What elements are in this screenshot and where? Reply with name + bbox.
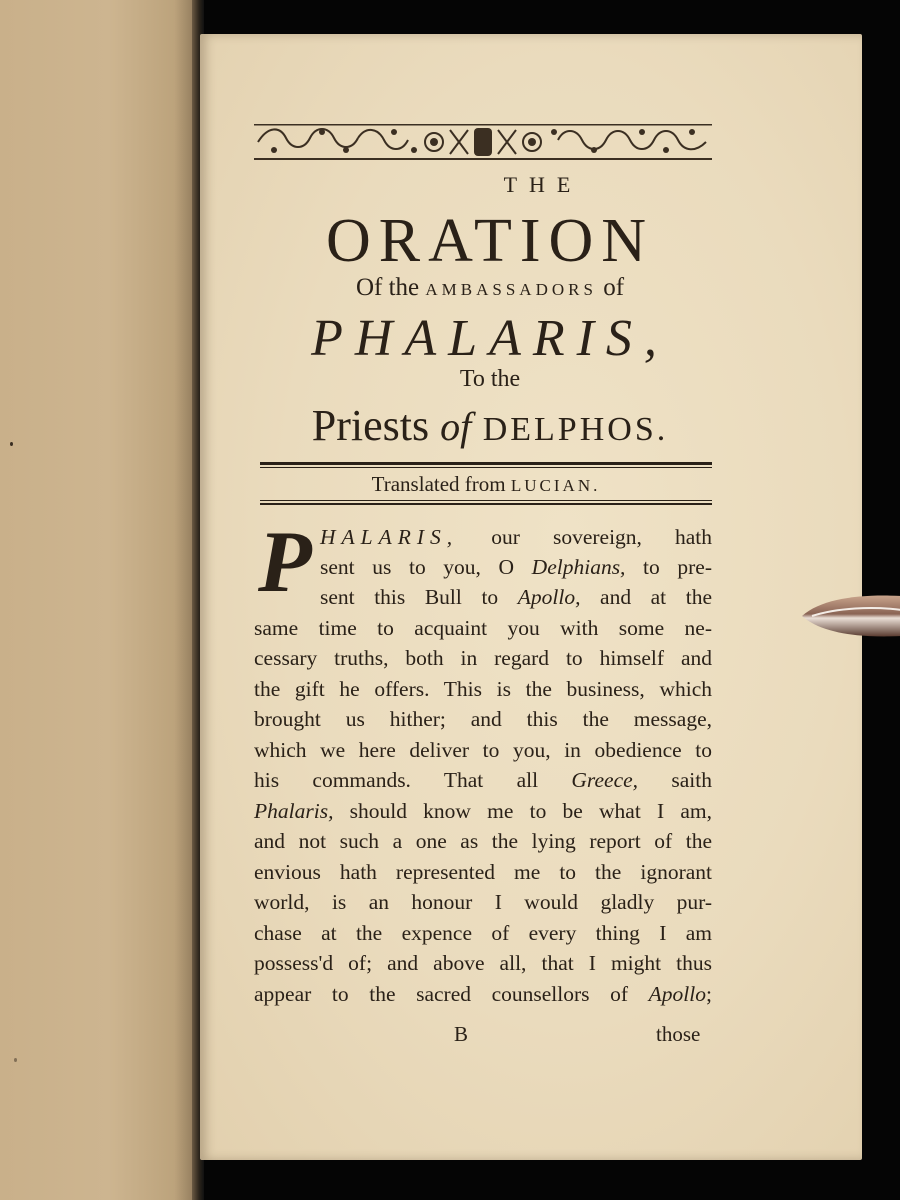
subtitle-author: LUCIAN. xyxy=(510,476,601,495)
title-of-prefix: Of the xyxy=(355,274,426,301)
text-span: should know me to be what I am, xyxy=(333,799,712,823)
text-line: world, is an honour I would gladly pur- xyxy=(254,890,712,914)
rule-top-thin xyxy=(260,467,712,468)
text-line: envious hath represented me to the ignorant xyxy=(254,860,712,884)
text-italic: Greece, xyxy=(571,768,639,792)
ink-speck xyxy=(14,1058,17,1062)
text-span: appear to the sacred counsellors of xyxy=(254,982,649,1006)
left-page xyxy=(0,0,198,1200)
text-span: our sovereign, hath xyxy=(458,525,712,549)
rule-top-thick xyxy=(260,462,712,465)
title-ambassadors: AMBASSADORS xyxy=(425,280,597,299)
text-span: ; xyxy=(706,982,712,1006)
rule-bottom-thin xyxy=(260,500,712,501)
title-of-suffix: of xyxy=(596,274,625,301)
text-line xyxy=(254,796,712,826)
book-page xyxy=(200,34,862,1160)
title-oration: ORATION xyxy=(325,207,655,275)
text-line xyxy=(254,765,712,795)
text-italic: Phalaris, xyxy=(254,799,334,823)
title-phalaris: PHALARIS, xyxy=(311,310,669,367)
text-span: saith xyxy=(638,768,712,792)
title-to-the: To the xyxy=(459,366,521,392)
text-italic: HALARIS, xyxy=(320,525,459,549)
text-line: cessary truths, both in regard to himself and xyxy=(254,646,712,670)
text-span: and at the xyxy=(580,585,712,609)
text-line xyxy=(320,582,712,612)
text-line: and not such a one as the lying report of the xyxy=(254,829,712,853)
text-line: which we here deliver to you, in obedience to xyxy=(254,738,712,762)
title-priests-of-delphos xyxy=(200,398,780,458)
title-of-the-ambassadors xyxy=(260,274,720,302)
subtitle-translated xyxy=(260,470,712,500)
metal-clip xyxy=(802,592,900,640)
text-span: sent this Bull to xyxy=(320,585,518,609)
title-of-italic: of xyxy=(440,404,472,449)
text-span: sent us to you, O xyxy=(320,555,532,579)
subtitle-prefix: Translated from xyxy=(371,472,511,496)
ink-speck xyxy=(10,442,13,446)
drop-capital: P xyxy=(258,514,312,611)
text-italic: Apollo, xyxy=(517,585,581,609)
rule-bottom-thick xyxy=(260,503,712,505)
text-italic: Delphians, xyxy=(531,555,626,579)
text-line xyxy=(320,522,712,552)
text-line: brought us hither; and this the message, xyxy=(254,707,712,731)
text-span: his commands. That all xyxy=(254,768,572,792)
title-the: THE xyxy=(503,172,583,197)
title-delphos: DELPHOS. xyxy=(471,411,669,448)
catchword: those xyxy=(656,1022,701,1046)
text-line: the gift he offers. This is the business, which xyxy=(254,677,712,701)
text-line: same time to acquaint you with some ne- xyxy=(254,616,712,640)
text-line: chase at the expence of every thing I am xyxy=(254,921,712,945)
text-line xyxy=(320,552,712,582)
ornamental-headpiece xyxy=(254,120,712,164)
text-line: possess'd of; and above all, that I might thus xyxy=(254,951,712,975)
text-italic: Apollo xyxy=(648,982,707,1006)
signature-mark: B xyxy=(454,1022,469,1046)
text-span: to pre- xyxy=(625,555,712,579)
text-line xyxy=(254,979,712,1009)
title-priests: Priests xyxy=(311,401,441,450)
